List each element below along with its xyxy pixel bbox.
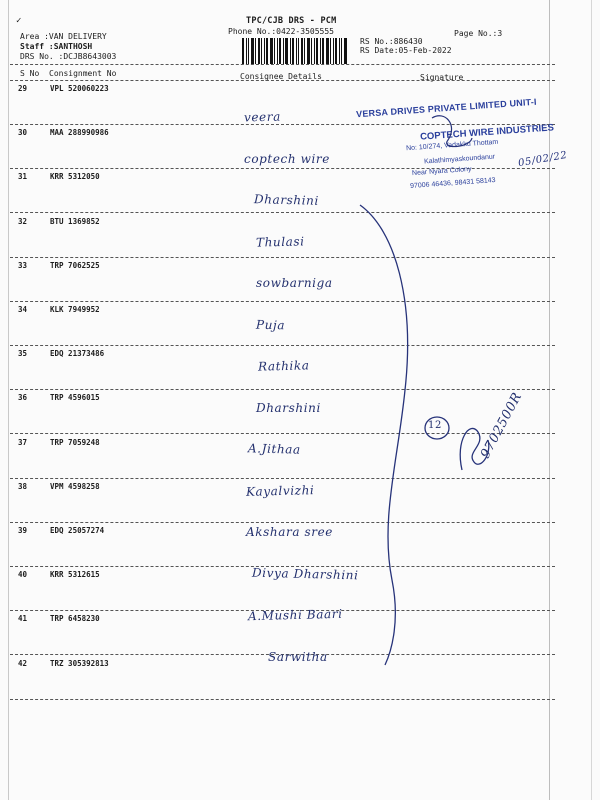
row-sno: 40	[18, 570, 28, 580]
row-sno: 35	[18, 349, 28, 359]
row-sno: 34	[18, 305, 28, 314]
staff-label: Staff :SANTHOSH	[20, 42, 93, 51]
col-header-consignment: Consignment No	[49, 69, 117, 78]
handwritten-name: Thulasi	[255, 233, 305, 250]
handwritten-name: veera	[243, 109, 282, 125]
row-consignment-number: TRZ 305392813	[50, 658, 109, 668]
report-title: TPC/CJB DRS - PCM	[246, 16, 337, 26]
row-consignment-number: TRP 7062525	[50, 260, 100, 270]
rs-date: RS Date:05-Feb-2022	[360, 46, 452, 55]
row-consignment-number: TRP 7059248	[50, 437, 100, 447]
col-header-consignee: Consignee Details	[240, 72, 322, 81]
drs-number: DRS No. :DCJB8643003	[20, 52, 117, 61]
col-header-sno: S No	[20, 69, 40, 78]
versa-stamp: VERSA DRIVES PRIVATE LIMITED UNIT-I	[355, 96, 537, 120]
row-consignment-number: KRR 5312615	[50, 570, 100, 580]
coptech-stamp-address-2: Kalathimyaskoundanur	[423, 153, 496, 166]
side-number: 9702500R	[478, 389, 526, 462]
coptech-stamp-address-3: Near Nyara Colony	[411, 165, 472, 178]
handwritten-name: Dharshini	[253, 192, 320, 208]
row-sno: 29	[18, 84, 28, 93]
handwritten-name: Sarwitha	[268, 649, 328, 664]
handwritten-name: sowbarniga	[256, 276, 333, 290]
page-number: Page No.:3	[454, 29, 503, 38]
area-label: Area :VAN DELIVERY	[20, 32, 107, 41]
bracket-stroke	[360, 205, 408, 665]
checkmark-icon: ✓	[16, 16, 22, 26]
row-consignment-number: VPL 520060223	[50, 84, 109, 93]
row-consignment-number: EDQ 21373486	[50, 349, 105, 359]
row-consignment-number: KRR 5312050	[50, 172, 100, 182]
row-consignment-number: BTU 1369852	[50, 216, 100, 226]
row-sno: 31	[18, 172, 28, 182]
phone-number: Phone No.:0422-3505555	[228, 27, 334, 36]
row-sno: 33	[18, 260, 28, 270]
row-sno: 42	[18, 658, 28, 668]
row-sno: 37	[18, 437, 28, 447]
col-header-signature: Signature	[420, 73, 464, 82]
row-sno: 38	[18, 481, 28, 491]
row-consignment-number: KLK 7949952	[50, 305, 100, 314]
handwritten-name: Akshara sree	[246, 525, 333, 539]
coptech-stamp-address-1: No: 10/274, Vadakku Thottam	[405, 138, 499, 153]
handwritten-name: Divya Dharshini	[251, 565, 359, 582]
row-consignment-number: VPM 4598258	[50, 481, 100, 491]
stamp-scribble	[432, 116, 472, 147]
handwritten-name: Puja	[255, 317, 286, 332]
handwritten-name: A.Mushi Baari	[247, 606, 343, 624]
row-sno: 39	[18, 526, 28, 535]
stamp-date: 05/02/22	[517, 149, 569, 170]
row-consignment-number: TRP 6458230	[50, 614, 100, 624]
coptech-stamp-phone: 97006 46436, 98431 58143	[409, 177, 496, 190]
row-consignment-number: MAA 288990986	[50, 128, 109, 138]
row-sno: 41	[18, 614, 28, 624]
row-consignment-number: TRP 4596015	[50, 393, 100, 403]
coptech-stamp-name: COPTECH WIRE INDUSTRIES	[419, 122, 555, 143]
rs-number: RS No.:886430	[360, 37, 423, 46]
row-sno: 32	[18, 216, 28, 226]
handwritten-name: Dharshini	[256, 400, 321, 415]
row-sno: 30	[18, 128, 28, 138]
handwritten-name: Rathika	[257, 358, 310, 374]
row-sno: 36	[18, 393, 28, 403]
handwritten-name: coptech wire	[244, 151, 330, 166]
handwritten-name: Kayalvizhi	[245, 482, 315, 499]
handwritten-name: A.Jithaa	[247, 441, 301, 457]
circled-number: 12	[428, 420, 442, 431]
row-consignment-number: EDQ 25057274	[50, 526, 105, 535]
